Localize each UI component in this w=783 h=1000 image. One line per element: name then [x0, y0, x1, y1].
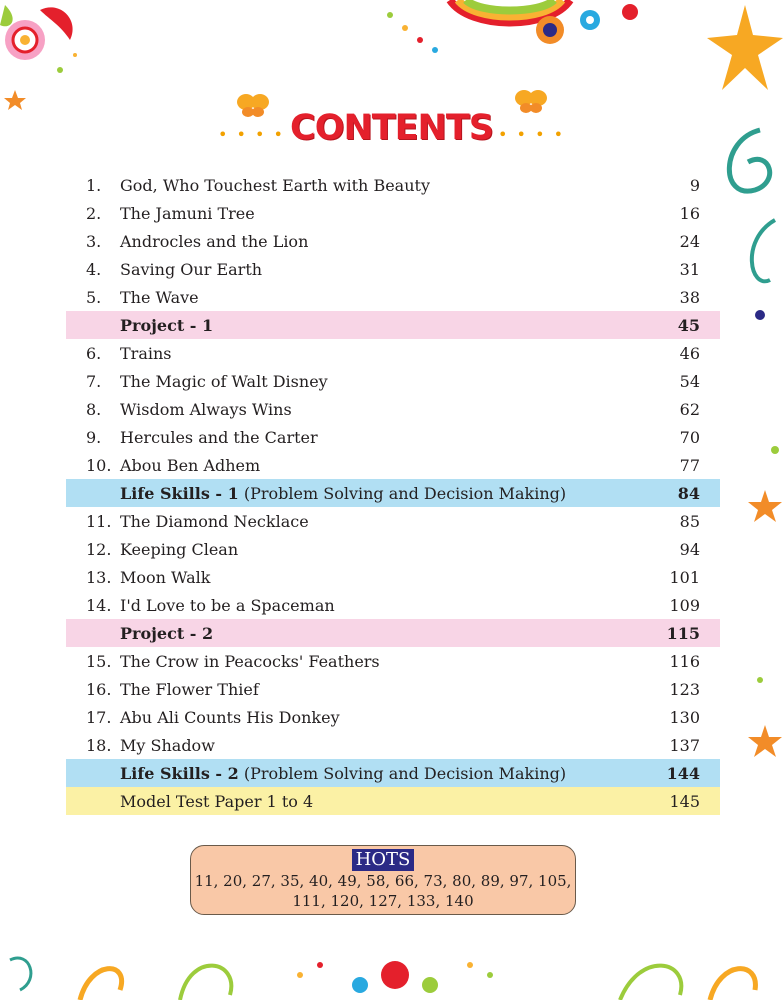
toc-page-number: 116: [669, 651, 700, 671]
toc-title: [120, 708, 640, 727]
toc-title: [120, 792, 640, 811]
toc-title: [120, 344, 640, 363]
toc-title: [120, 456, 640, 475]
toc-title: [120, 652, 640, 671]
toc-page-number: 109: [669, 595, 700, 615]
toc-row: [66, 283, 720, 311]
toc-number: 18.: [86, 735, 112, 755]
toc-number: 4.: [86, 259, 102, 279]
right-stars-decoration: [740, 430, 783, 780]
hots-box: [190, 845, 576, 915]
title-area: [0, 108, 783, 148]
toc-row: [66, 759, 720, 787]
toc-page-number: 70: [679, 427, 700, 447]
top-left-flower-decoration: [0, 0, 110, 110]
toc-title: [120, 764, 640, 783]
toc-title: [120, 288, 640, 307]
toc-row: [66, 619, 720, 647]
toc-row: [66, 787, 720, 815]
toc-row: [66, 731, 720, 759]
toc-title-text: Saving Our Earth: [120, 259, 263, 279]
toc-page-number: 45: [677, 315, 700, 335]
toc-page-number: 85: [679, 511, 700, 531]
toc-page-number: 137: [669, 735, 700, 755]
toc-subtitle: (Problem Solving and Decision Making): [238, 763, 567, 783]
page-title: CONTENTS: [290, 108, 493, 148]
toc-title: [120, 316, 640, 335]
toc-row: [66, 339, 720, 367]
toc-title-text: Wisdom Always Wins: [120, 399, 292, 419]
toc-page-number: 130: [669, 707, 700, 727]
title-dots-right: • • • •: [498, 125, 566, 144]
toc-title: [120, 540, 640, 559]
toc-page-number: 77: [679, 455, 700, 475]
toc-row: [66, 311, 720, 339]
toc-number: 14.: [86, 595, 112, 615]
hots-title: HOTS: [352, 849, 415, 871]
toc-row: [66, 563, 720, 591]
toc-number: 16.: [86, 679, 112, 699]
toc-title: [120, 484, 640, 503]
toc-title-text: Trains: [120, 343, 172, 363]
toc-page-number: 62: [679, 399, 700, 419]
toc-row: [66, 535, 720, 563]
toc-page-number: 144: [666, 763, 700, 783]
toc-title-text: Project - 1: [120, 315, 214, 335]
toc-row: [66, 675, 720, 703]
toc-number: 9.: [86, 427, 102, 447]
toc-row: [66, 479, 720, 507]
toc-title-text: God, Who Touchest Earth with Beauty: [120, 175, 430, 195]
toc-row: [66, 255, 720, 283]
toc-title-text: The Wave: [120, 287, 199, 307]
toc-title-text: The Crow in Peacocks' Feathers: [120, 651, 380, 671]
hots-pages-line-2: 111, 120, 127, 133, 140: [292, 892, 474, 910]
toc-title: [120, 624, 640, 643]
toc-row: [66, 703, 720, 731]
toc-title: [120, 512, 640, 531]
toc-number: 10.: [86, 455, 112, 475]
toc-title-text: Moon Walk: [120, 567, 211, 587]
toc-row: [66, 591, 720, 619]
toc-title: [120, 736, 640, 755]
toc-title: [120, 680, 640, 699]
toc-title-text: My Shadow: [120, 735, 215, 755]
toc-page-number: 24: [679, 231, 700, 251]
toc-row: [66, 451, 720, 479]
toc-page-number: 94: [679, 539, 700, 559]
toc-number: 3.: [86, 231, 102, 251]
toc-title-text: Keeping Clean: [120, 539, 239, 559]
toc-number: 6.: [86, 343, 102, 363]
toc-title: [120, 204, 640, 223]
toc-number: 13.: [86, 567, 112, 587]
toc-number: 2.: [86, 203, 102, 223]
toc-title-text: Life Skills - 2: [120, 763, 239, 783]
toc-row: [66, 367, 720, 395]
toc-title-text: Hercules and the Carter: [120, 427, 318, 447]
toc-title-text: Project - 2: [120, 623, 214, 643]
top-rainbow-decoration: [330, 0, 670, 70]
toc-page-number: 123: [669, 679, 700, 699]
toc-page-number: 9: [689, 175, 700, 195]
toc-row: [66, 507, 720, 535]
toc-title: [120, 232, 640, 251]
toc-row: [66, 199, 720, 227]
toc-number: 5.: [86, 287, 102, 307]
toc-page-number: 46: [679, 343, 700, 363]
toc-title: [120, 568, 640, 587]
toc-page-number: 145: [669, 791, 700, 811]
toc-number: 7.: [86, 371, 102, 391]
toc-page-number: 101: [669, 567, 700, 587]
toc-title-text: Androcles and the Lion: [120, 231, 309, 251]
toc-row: [66, 395, 720, 423]
toc-page-number: 84: [677, 483, 700, 503]
toc-number: 11.: [86, 511, 112, 531]
toc-page-number: 115: [666, 623, 700, 643]
toc-page-number: 38: [679, 287, 700, 307]
toc-title: [120, 176, 640, 195]
toc-title-text: Abu Ali Counts His Donkey: [120, 707, 340, 727]
toc-title-text: Abou Ben Adhem: [120, 455, 261, 475]
toc-number: 12.: [86, 539, 112, 559]
toc-page-number: 54: [679, 371, 700, 391]
toc-row: [66, 171, 720, 199]
contents-list: [66, 171, 720, 815]
toc-page-number: 31: [679, 259, 700, 279]
toc-title: [120, 428, 640, 447]
toc-page-number: 16: [679, 203, 700, 223]
toc-row: [66, 647, 720, 675]
toc-title: [120, 372, 640, 391]
toc-title-text: I'd Love to be a Spaceman: [120, 595, 335, 615]
toc-number: 8.: [86, 399, 102, 419]
toc-number: 15.: [86, 651, 112, 671]
toc-subtitle: (Problem Solving and Decision Making): [238, 483, 567, 503]
hots-pages-line-1: 11, 20, 27, 35, 40, 49, 58, 66, 73, 80, 89, 97, 105,: [194, 872, 572, 890]
toc-number: 1.: [86, 175, 102, 195]
toc-title-text: The Magic of Walt Disney: [120, 371, 328, 391]
title-dots-left: • • • •: [217, 125, 285, 144]
toc-title-text: The Jamuni Tree: [120, 203, 255, 223]
toc-title-text: The Flower Thief: [120, 679, 259, 699]
bottom-flower-decoration: [0, 920, 783, 1000]
toc-number: 17.: [86, 707, 112, 727]
toc-row: [66, 227, 720, 255]
toc-title-text: Model Test Paper 1 to 4: [120, 791, 314, 811]
toc-title-text: The Diamond Necklace: [120, 511, 309, 531]
toc-title: [120, 400, 640, 419]
toc-row: [66, 423, 720, 451]
top-right-star-decoration: [690, 0, 783, 110]
toc-title: [120, 260, 640, 279]
toc-title-text: Life Skills - 1: [120, 483, 239, 503]
toc-title: [120, 596, 640, 615]
